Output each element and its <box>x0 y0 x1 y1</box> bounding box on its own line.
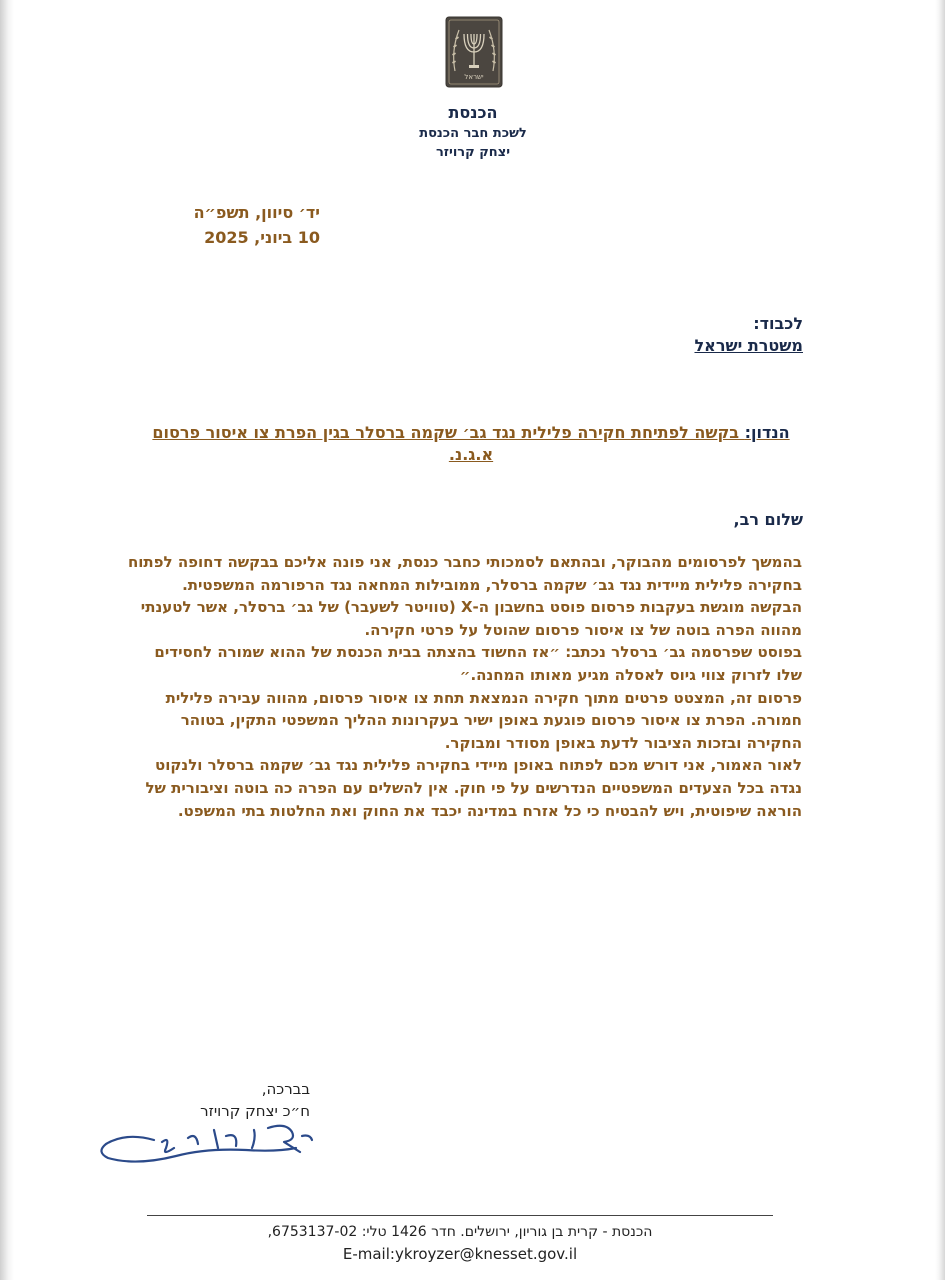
body-paragraph: הבקשה מוגשת בעקבות פרסום פוסט בחשבון ה-X (טוויטר לשעבר) של גב׳ ברסלר, אשר לטענתי מהווה הפרה בוטה של צו איסור פרסום שהוטל על פרטי חקירה. <box>140 598 802 639</box>
closing-block <box>110 1078 310 1122</box>
footer-divider <box>147 1215 773 1216</box>
emblem-caption: ישראל <box>464 73 484 81</box>
page-edge-left <box>0 0 14 1280</box>
body-paragraph: פרסום זה, המצטט פרטים מתוך חקירה הנמצאת תחת צו איסור פרסום, מהווה עבירה פלילית חמורה. הפרת צו איסור פרסום פוגעת באופן ישיר בעקרונות ההליך המשפטי התקין, בטוהר החקירה ובזכות הציבור לדעת באופן מסודר ומבוקר. <box>165 688 802 752</box>
subject-inner <box>152 423 789 464</box>
greeting: שלום רב, <box>733 510 803 529</box>
recipient-block <box>503 313 803 357</box>
subject-line <box>140 422 802 466</box>
gregorian-date: 10 ביוני, 2025 <box>204 228 320 247</box>
hebrew-date: יד׳ סיוון, תשפ״ה <box>193 203 320 222</box>
letter-body <box>126 551 802 822</box>
body-paragraph: בפוסט שפרסמה גב׳ ברסלר נכתב: ״אז החשוד בהצתה בבית הכנסת של ההוא שמורה לחסידים שלו לזרוק צווי גיוס לאסלה מגיע מאותו המחנה.״ <box>154 643 802 684</box>
body-paragraph: לאור האמור, אני דורש מכם לפתוח באופן מיידי בחקירה פלילית נגד גב׳ שקמה ברסלר ולנקוט נגדה בכל הצעדים המשפטיים הנדרשים על פי חוק. אין להשלים עם הפרה כה בוטה וציבורית של הוראה שיפוטית, ויש להבטיח כי כל אזרח במדינה יכבד את החוק ואת החלטות בתי המשפט. <box>145 756 802 820</box>
footer-email: E-mail:ykroyzer@knesset.gov.il <box>342 1245 578 1263</box>
organization-name: הכנסת <box>448 103 498 122</box>
closing-salutation: בברכה, <box>261 1080 310 1098</box>
signatory-name: ח״כ יצחק קרויזר <box>200 1102 310 1120</box>
subject-label: הנדון: <box>744 423 790 442</box>
footer-address: הכנסת - קרית בן גוריון, ירושלים. חדר 1426 טלי: 6753137-02, <box>267 1224 653 1240</box>
member-name: יצחק קרויזר <box>435 145 511 160</box>
page-edge-right <box>935 0 945 1280</box>
knesset-emblem-icon <box>445 16 503 88</box>
handwritten-signature <box>96 1118 326 1168</box>
recipient-label: לכבוד: <box>753 314 803 333</box>
office-name: לשכת חבר הכנסת <box>419 126 527 141</box>
subject-text: בקשה לפתיחת חקירה פלילית נגד גב׳ שקמה ברסלר בגין הפרת צו איסור פרסום א.ג.נ. <box>152 423 740 464</box>
body-paragraph: בהמשך לפרסומים מהבוקר, ובהתאם לסמכותי כחבר כנסת, אני פונה אליכם בבקשה דחופה לפתוח בחקירה פלילית מיידית נגד גב׳ שקמה ברסלר, ממובילות המחאה נגד הרפורמה המשפטית. <box>127 553 802 594</box>
date-block <box>120 200 320 250</box>
letterhead <box>300 102 646 162</box>
recipient-name: משטרת ישראל <box>694 336 803 355</box>
